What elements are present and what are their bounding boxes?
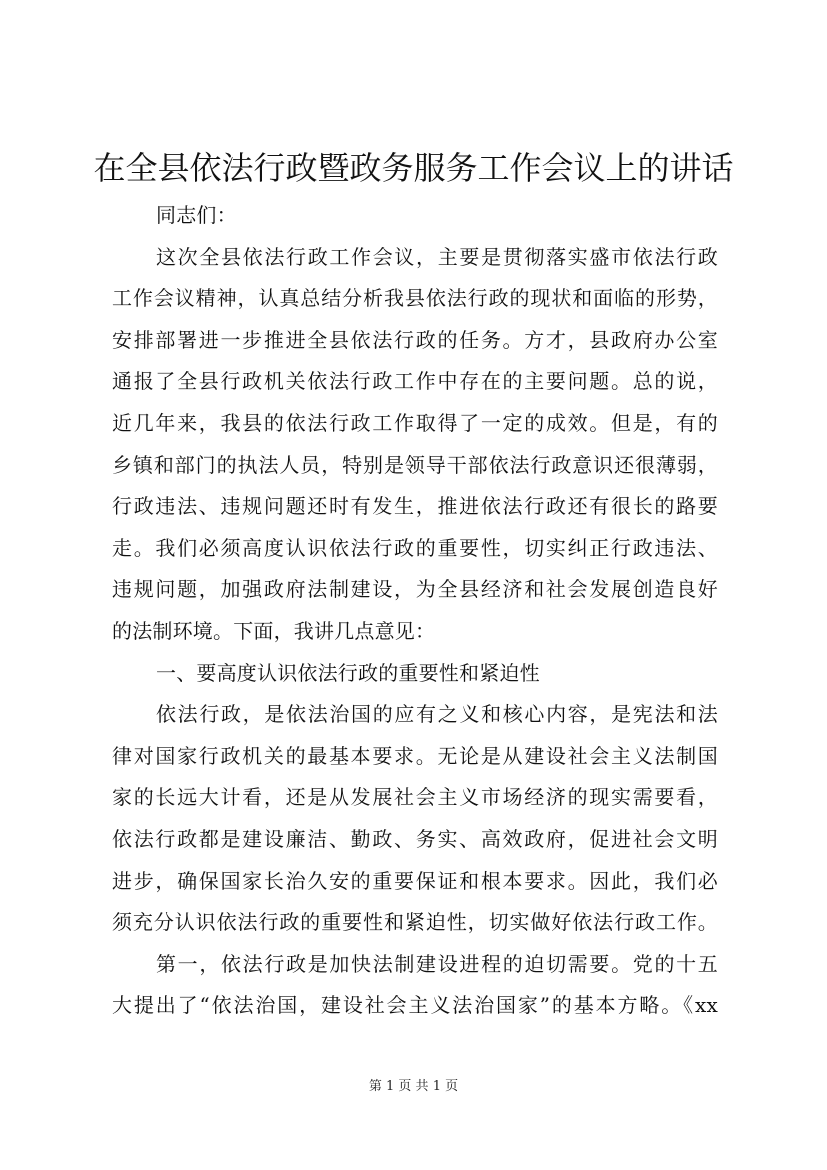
- paragraph-text: 这次全县依法行政工作会议，主要是贯彻落实盛市依法行政: [156, 244, 718, 269]
- paragraph-text: 安排部署进一步推进全县依法行政的任务。方才，县政府办公室: [112, 327, 718, 352]
- paragraph-text: 行政违法、违规问题还时有发生，推进依法行政还有很长的路要: [112, 494, 718, 519]
- paragraph-line: [112, 361, 718, 403]
- page-footer: [0, 1078, 827, 1096]
- paragraph-line: 的法制环境。下面，我讲几点意见：: [112, 618, 436, 643]
- paragraph-line: [112, 486, 718, 528]
- paragraph-line: [112, 320, 718, 362]
- paragraph-text: 工作会议精神，认真总结分析我县依法行政的现状和面临的形势，: [112, 286, 718, 311]
- paragraph-text: 依法行政都是建设廉洁、勤政、务实、高效政府，促进社会文明: [112, 826, 718, 851]
- document-body: [112, 195, 718, 1027]
- paragraph-line: [112, 777, 718, 819]
- paragraph-line: [112, 902, 718, 944]
- paragraph-line: [112, 985, 718, 1027]
- paragraph-text: 大提出了“依法治国，建设社会主义法治国家”的基本方略。《xx: [112, 993, 718, 1018]
- paragraph-text: 通报了全县行政机关依法行政工作中存在的主要问题。总的说，: [112, 369, 718, 394]
- paragraph-line: [112, 237, 718, 279]
- paragraph-text: 乡镇和部门的执法人员，特别是领导干部依法行政意识还很薄弱，: [112, 452, 718, 477]
- paragraph-line: [112, 736, 718, 778]
- paragraph-line: [112, 694, 718, 736]
- page-number-text: 第 1 页 共 1 页: [368, 1079, 459, 1094]
- paragraph-line: [112, 944, 718, 986]
- paragraph-line: [112, 819, 718, 861]
- paragraph-text: 违规问题，加强政府法制建设，为全县经济和社会发展创造良好: [112, 577, 718, 602]
- paragraph-text: 依法行政，是依法治国的应有之义和核心内容，是宪法和法: [156, 702, 718, 727]
- section-heading: 一、要高度认识依法行政的重要性和紧迫性: [156, 660, 540, 685]
- paragraph-line: [112, 569, 718, 611]
- paragraph-line: [112, 403, 718, 445]
- paragraph-text: 须充分认识依法行政的重要性和紧迫性，切实做好依法行政工作。: [112, 910, 718, 935]
- paragraph-line: [112, 861, 718, 903]
- paragraph-line: [112, 445, 718, 487]
- paragraph-text: 第一，依法行政是加快法制建设进程的迫切需要。党的十五: [156, 951, 718, 976]
- paragraph-text: 家的长远大计看，还是从发展社会主义市场经济的现实需要看，: [112, 785, 718, 810]
- paragraph-text: 律对国家行政机关的最基本要求。无论是从建设社会主义法制国: [112, 743, 718, 768]
- paragraph-text: 进步，确保国家长治久安的重要保证和根本要求。因此，我们必: [112, 868, 718, 893]
- paragraph-text: 走。我们必须高度认识依法行政的重要性，切实纠正行政违法、: [112, 535, 718, 560]
- paragraph-line: [112, 528, 718, 570]
- paragraph-line: [112, 278, 718, 320]
- salutation-line: 同志们：: [156, 203, 237, 227]
- paragraph-text: 近几年来，我县的依法行政工作取得了一定的成效。但是，有的: [112, 410, 718, 435]
- document-title: 在全县依法行政暨政务服务工作会议上的讲话: [93, 149, 734, 187]
